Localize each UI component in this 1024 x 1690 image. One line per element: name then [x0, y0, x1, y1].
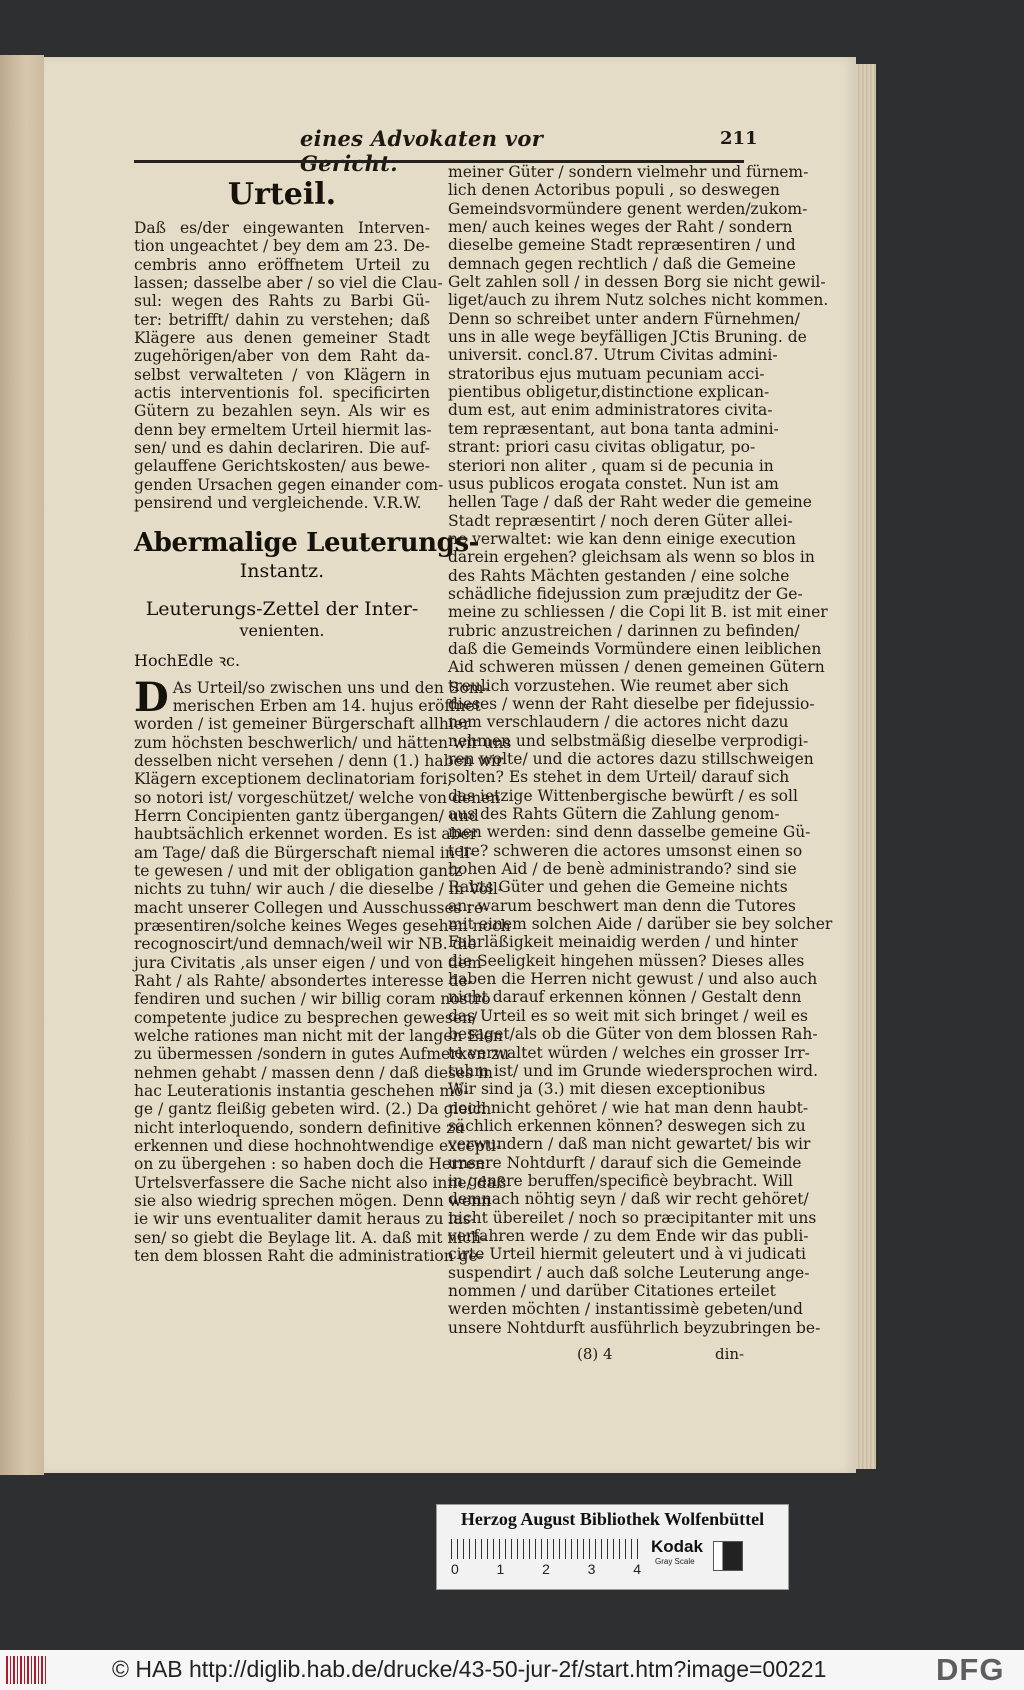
text-line: darein ergehen? gleichsam als wenn so blos in	[448, 548, 815, 567]
zettel-title: Leuterungs-Zettel der Inter-	[145, 597, 419, 620]
text-line: zugehörigen/aber von dem Raht da-	[134, 347, 430, 366]
text-line: Herrn Concipienten gantz übergangen/ und	[134, 806, 479, 825]
text-line: men werden: sind denn dasselbe gemeine Gü-	[448, 823, 811, 842]
text-line: in genere beruffen/specificè beybracht. Will	[448, 1171, 794, 1190]
text-line: lassen; dasselbe aber / so viel die Clau-	[134, 274, 443, 293]
text-line: daß die Gemeinds Vormündere einen leiblichen	[448, 639, 822, 658]
ruler-number: 3	[587, 1561, 596, 1577]
text-line: Klägere aus denen gemeiner Stadt	[134, 329, 430, 348]
text-line: tere? schweren die actores umsonst einen so	[448, 841, 803, 860]
text-line: dieses / wenn der Raht dieselbe per fidejussio-	[448, 694, 815, 713]
text-line: dum est, aut enim administratores civita-	[448, 401, 773, 420]
text-line: solten? Es stehet in dem Urteil/ darauf sich	[448, 768, 790, 787]
text-line: pensirend und vergleichende. V.R.W.	[134, 494, 422, 513]
text-line: ge / gantz fleißig gebeten wird. (2.) Da gleich	[134, 1100, 492, 1119]
right-column	[448, 163, 833, 1337]
ruler-number: 1	[496, 1561, 505, 1577]
text-line: mit einem solchen Aide / darüber sie bey solcher	[448, 915, 833, 934]
salutation: HochEdle ꝛc.	[134, 650, 241, 670]
text-line: Gütern zu bezahlen seyn. Als wir es	[134, 402, 430, 421]
text-line: præsentiren/solche keines Weges gesehen noch	[134, 916, 511, 935]
text-line: welche rationes man nicht mit der langen Elen	[134, 1027, 503, 1046]
text-line: fendiren und suchen / wir billig coram nostro	[134, 990, 491, 1009]
text-line: Daß es/der eingewanten Interven-	[134, 219, 430, 237]
page-number: 211	[720, 128, 758, 149]
text-line: Aid schweren müssen / denen gemeinen Gütern	[448, 658, 825, 677]
text-line: nicht darauf erkennen können / Gestalt denn	[448, 988, 802, 1007]
catchword: din-	[715, 1345, 745, 1363]
page-stack-edge	[856, 64, 876, 1469]
text-line: Raht / als Rahte/ absondertes interesse de-	[134, 972, 473, 990]
text-line: nehmen und selbstmäßig dieselbe verprodigi-	[448, 731, 809, 750]
section-subtitle: Instantz.	[239, 559, 325, 582]
text-line: demnach gegen rechtlich / daß die Gemeine	[448, 254, 796, 273]
text-line: stratoribus ejus mutuam pecuniam acci-	[448, 364, 765, 383]
left-page-edge	[0, 55, 44, 1475]
text-line: unsere Nohtdurft ausführlich beyzubringen be-	[448, 1318, 821, 1337]
text-line: suspendirt / auch daß solche Leuterung ange-	[448, 1263, 810, 1282]
ruler-number: 4	[633, 1561, 641, 1577]
text-line: treulich vorzustehen. Wie reumet aber sich	[448, 676, 789, 695]
text-line: am Tage/ daß die Bürgerschaft niemal in li-	[134, 843, 475, 862]
text-line: Stadt repræsentirt / noch deren Güter allei-	[448, 511, 793, 530]
text-line: dieselbe gemeine Stadt repræsentiren / und	[448, 236, 796, 255]
text-line: jura Civitatis ,als unser eigen / und von dem	[134, 953, 482, 972]
text-line: recognoscirt/und demnach/weil wir NB. die	[134, 935, 477, 954]
text-line: Klägern exceptionem declinatoriam fori,	[134, 770, 453, 789]
text-line: Gemeindsvormündere genent werden/zukom-	[448, 199, 808, 218]
text-line: hohen Aid / de benè administrando? sind sie	[448, 860, 797, 879]
text-line: steriori non aliter , quam si de pecunia in	[448, 456, 774, 475]
text-line: erkennen und diese hochnohtwendige excepti-	[134, 1137, 502, 1156]
text-line: lich denen Actoribus populi , so deswegen	[448, 181, 780, 200]
text-line: cirte Urteil hiermit geleutert und à vi judicati	[448, 1245, 806, 1264]
text-line: te verwaltet würden / welches ein grosser Irr-	[448, 1043, 810, 1062]
text-line: ne verwaltet: wie kan denn einige execution	[448, 529, 796, 548]
text-line: sul: wegen des Rahts zu Barbi Gü-	[134, 292, 430, 311]
hab-logo-icon	[6, 1656, 48, 1684]
text-line: noch nicht gehöret / wie hat man denn haubt-	[448, 1098, 809, 1117]
ruler-number: 0	[451, 1561, 459, 1577]
zettel-subtitle: venienten.	[239, 620, 325, 640]
text-line: die Seeligkeit hingehen müssen? Dieses alles	[448, 951, 805, 970]
text-line: meiner Güter / sondern vielmehr und fürnem-	[448, 163, 809, 181]
text-line: demnach nöhtig seyn / daß wir recht gehöret/	[448, 1190, 809, 1209]
text-line: schädliche fidejussion zum præjuditz der Ge-	[448, 584, 803, 603]
section-title: Abermalige Leuterungs-	[134, 527, 480, 558]
text-line: werden möchten / instantissimè gebeten/und	[448, 1300, 803, 1319]
text-line: universit. concl.87. Utrum Civitas admini-	[448, 346, 778, 365]
text-line: das ietzige Wittenbergische bewürft / es soll	[448, 786, 798, 805]
library-name: Herzog August Bibliothek Wolfenbüttel	[460, 1509, 765, 1529]
text-line: macht unserer Collegen und Ausschusses re-	[134, 898, 489, 917]
text-line: haubtsächlich erkennet worden. Es ist aber	[134, 825, 478, 844]
scale-ruler	[451, 1539, 641, 1559]
text-line: liget/auch zu ihrem Nutz solches nicht kommen.	[448, 291, 829, 310]
text-line: nem verschlaudern / die actores nicht dazu	[448, 713, 789, 732]
text-line: nehmen gehabt / massen denn / daß dieses in	[134, 1063, 493, 1082]
text-line: hac Leuterationis instantia geschehen mö-	[134, 1082, 469, 1101]
text-line: Denn so schreibet unter andern Fürnehmen/	[448, 309, 800, 328]
signature-mark: (8) 4	[577, 1345, 613, 1363]
text-line: genden Ursachen gegen einander com-	[134, 475, 444, 494]
running-head: eines Advokaten vor Gericht.	[300, 126, 544, 176]
text-line: nommen / und darüber Citationes erteilet	[448, 1281, 776, 1300]
text-line: tuhm ist/ und im Grunde wiedersprochen wird.	[448, 1061, 819, 1080]
library-label	[436, 1504, 789, 1590]
text-line: Gelt zahlen soll / in dessen Borg sie nicht gewil-	[448, 273, 826, 292]
text-line: ren wolte/ und die actores dazu stillschweigen	[448, 750, 814, 768]
text-line: sen/ und es dahin declariren. Die auf-	[134, 439, 430, 458]
text-line: Wir sind ja (3.) mit diesen exceptionibus	[448, 1080, 766, 1099]
footer-url[interactable]: © HAB http://diglib.hab.de/drucke/43-50-jur-2f/start.htm?image=00221	[112, 1656, 827, 1682]
text-line: As Urteil/so zwischen uns und den Som-	[172, 678, 489, 697]
ruler-numbers	[451, 1561, 641, 1577]
text-line: tem repræsentant, aut bona tanta admini-	[448, 419, 779, 438]
text-line: nichts zu tuhn/ wir auch / die dieselbe / in Voll-	[134, 880, 504, 899]
text-line: unsere Nohtdurft / darauf sich die Gemeinde	[448, 1153, 802, 1172]
text-line: gelauffene Gerichtskosten/ aus bewe-	[134, 457, 430, 476]
urteil-title: Urteil.	[227, 177, 337, 212]
body-text	[134, 673, 512, 1266]
footer-bar	[0, 1650, 1024, 1690]
text-line: Fahrläßigkeit meinaidig werden / und hinter	[448, 933, 798, 952]
text-line: Urtelsverfassere die Sache nicht also inne/ daß	[134, 1173, 507, 1192]
text-line: verfahren werde / zu dem Ende wir das publi-	[448, 1226, 809, 1245]
gray-scale-label: Gray Scale	[655, 1557, 695, 1566]
text-line: pientibus obligetur,distinctione explican-	[448, 383, 770, 402]
text-line: desselben nicht versehen / denn (1.) haben wir	[134, 751, 504, 770]
text-line: aus des Rahts Gütern die Zahlung genom-	[448, 805, 780, 824]
text-line: rubric anzustreichen / darinnen zu befinden/	[448, 621, 800, 640]
text-line: haben die Herren nicht gewust / und also auch	[448, 970, 818, 989]
text-line: cembris anno eröffnetem Urteil zu	[134, 255, 430, 274]
text-line: ten dem blossen Raht die administration ge-	[134, 1247, 483, 1266]
dfg-logo: DFG	[936, 1652, 1005, 1687]
urteil-text	[134, 219, 444, 513]
gray-swatch	[713, 1541, 743, 1571]
text-line: nicht übereilet / noch so præcipitanter mit uns	[448, 1208, 817, 1227]
text-line: usus publicos erogata constet. Nun ist am	[448, 474, 779, 493]
text-line: meine zu schliessen / die Copi lit B. ist mit einer	[448, 603, 828, 622]
text-line: an; warum beschwert man denn die Tutores	[448, 896, 796, 915]
text-line: competente judice zu besprechen gewesen/	[134, 1008, 478, 1027]
text-line: sächlich erkennen können? deswegen sich zu	[448, 1116, 806, 1135]
text-line: verwundern / daß man nicht gewartet/ bis wir	[448, 1135, 811, 1154]
text-line: on zu übergehen : so haben doch die Herren	[134, 1155, 486, 1174]
text-line: uns in alle wege beyfälligen JCtis Bruning. de	[448, 328, 807, 347]
ruler-number: 2	[542, 1561, 550, 1577]
text-line: zu übermessen /sondern in gutes Aufmerken zu	[134, 1045, 510, 1064]
text-line: sen/ so giebt die Beylage lit. A. daß mit nich-	[134, 1228, 487, 1247]
text-line: das Urteil es so weit mit sich bringet / weil es	[448, 1006, 808, 1025]
text-line: merischen Erben am 14. hujus eröffnet	[172, 696, 481, 715]
text-line: strant: priori casu civitas obligatur, po-	[448, 438, 756, 457]
text-line: nicht interloquendo, sondern definitive zu	[134, 1118, 465, 1137]
kodak-logo: Kodak	[651, 1537, 703, 1556]
text-line: denn bey ermeltem Urteil hiermit las-	[134, 420, 432, 439]
text-line: ie wir uns eventualiter damit heraus zu las-	[134, 1210, 476, 1229]
text-line: actis interventionis fol. specificirten	[134, 384, 430, 403]
text-line: Rahts Güter und gehen die Gemeine nichts	[448, 878, 788, 897]
left-column	[134, 175, 512, 1266]
text-line: selbst verwalteten / von Klägern in	[134, 365, 430, 384]
text-line: zum höchsten beschwerlich/ und hätten wir uns	[134, 733, 512, 752]
text-line: sie also wiedrig sprechen mögen. Denn wenn	[134, 1192, 492, 1211]
text-line: so notori ist/ vorgeschützet/ welche von denen	[134, 788, 501, 807]
text-line: te gewesen / und mit der obligation gantz	[134, 861, 463, 880]
text-line: besaget/als ob die Güter von dem blossen Rah-	[448, 1025, 818, 1044]
drop-cap: D	[134, 673, 169, 721]
text-line: men/ auch keines weges der Raht / sondern	[448, 218, 793, 237]
text-line: des Rahts Mächten gestanden / eine solche	[448, 566, 790, 585]
text-line: ter: betrifft/ dahin zu verstehen; daß	[134, 310, 430, 329]
text-line: tion ungeachtet / bey dem am 23. De-	[134, 237, 430, 256]
text-line: worden / ist gemeiner Bürgerschaft allhier	[134, 715, 471, 734]
text-line: hellen Tage / daß der Raht weder die gemeine	[448, 493, 812, 512]
